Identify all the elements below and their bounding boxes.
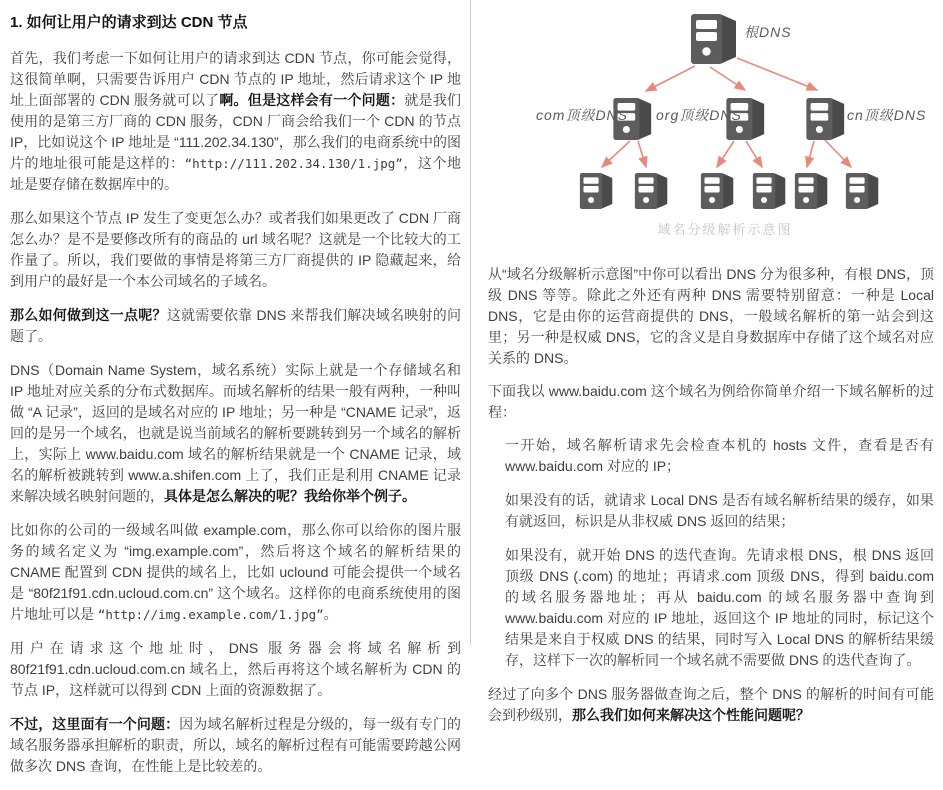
authoritative-dns-server-icon	[843, 172, 879, 210]
authoritative-dns-server-icon	[577, 172, 613, 210]
paragraph-cdn-intro	[10, 48, 461, 195]
text-run: ，这个地址是要存储在数据库中的。	[10, 155, 461, 192]
root-dns-server-icon	[687, 13, 737, 65]
diagram-caption: 域名分级解析示意图	[657, 222, 793, 237]
paragraph-user-request: 用户在请求这个地址时，DNS 服务器会将域名解析到 80f21f91.cdn.ucloud.com.cn 域名上，然后再将这个域名解析为 CDN 的节点 IP，这样就可以得到 CDN 上面的资源数据了。	[10, 640, 461, 698]
paragraph-dns-types: 从“域名分级解析示意图”中你可以看出 DNS 分为很多种，有根 DNS，顶级 DNS 等等。除此之外还有两种 DNS 需要特别留意：一种是 Local DNS，它是由你的运营商提供的 DNS，一般域名解析的第一站会到这里；另一种是权威 DNS，它的含义是自身数据库中存储了这个域名对应关系的 DNS。	[488, 266, 934, 366]
step-hosts-file: 一开始，域名解析请求先会检查本机的 hosts 文件，查看是否有 www.baidu.com 对应的 IP；	[505, 437, 934, 474]
dns-resolution-steps	[488, 435, 934, 671]
step-local-dns: 如果没有的话，就请求 Local DNS 是否有域名解析结果的缓存，如果有就返回，标识是从非权威 DNS 返回的结果；	[505, 492, 934, 529]
text-run: 因为域名解析过程是分级的，每一级有专门的域名服务器承担解析的职责，所以，域名的解析过程有可能需要跨越公网做多次 DNS 查询，在性能上是比较差的。	[10, 716, 462, 774]
text-run-bold: 啊。但是这样会有一个问题：	[219, 92, 405, 108]
authoritative-dns-server-icon	[632, 172, 668, 210]
org-tld-dns-label: org顶级DNS	[656, 107, 742, 123]
text-run-bold: 不过，这里面有一个问题：	[10, 716, 180, 732]
root-dns-label: 根DNS	[744, 24, 792, 40]
cn-tld-dns-label: cn顶级DNS	[847, 107, 927, 123]
section-heading: 1. 如何让用户的请求到达 CDN 节点	[10, 14, 248, 31]
text-run: 就是我们使用的是第三方厂商的 CDN 服务，CDN 厂商会给我们一个 CDN 的节点 IP，比如说这个 IP 地址是 “111.202.34.130”，那么我们的电商系统中的图片的地址很可能是这样的：	[10, 92, 462, 171]
authoritative-dns-server-icon	[792, 172, 828, 210]
code-url: “http://img.example.com/1.jpg”	[97, 607, 324, 622]
text-run: 。	[323, 606, 338, 622]
text-run: DNS（Domain Name System，域名系统）实际上就是一个存储域名和 IP 地址对应关系的分布式数据库。而域名解析的结果一般有两种，一种叫做 “A 记录”，返回的是域名对应的 IP 地址；另一种是 “CNAME 记录”，返回的是另一个域名，也就是说当前域名的解析要跳转到另一个域名的解析上，实际上 www.baidu.com 域名的解析结果就是一个 CNAME 记录，域名的解析被跳转到 www.a.shifen.com 上了，我们正是利用 CNAME 记录来解决域名映射问题的，	[10, 362, 461, 504]
cn-tld-dns-server-icon	[803, 97, 845, 141]
column-divider	[470, 0, 471, 645]
paragraph-baidu-intro: 下面我以 www.baidu.com 这个域名为例给你简单介绍一下域名解析的过程：	[488, 383, 934, 420]
step-iterative-query: 如果没有，就开始 DNS 的迭代查询。先请求根 DNS，根 DNS 返回顶级 DNS (.com) 的地址；再请求.com 顶级 DNS，得到 baidu.com 的域名服务器地址；再从 baidu.com 的域名服务器中查询到 www.baidu.com 对应的 IP 地址，返回这个 IP 地址的同时，标记这个结果是来自于权威 DNS 的结果，同时写入 Local DNS 的解析结果缓存，这样下一次的解析同一个域名就不需要做 DNS 的迭代查询了。	[505, 547, 934, 668]
text-run-bold: 那么我们如何来解决这个性能问题呢？	[572, 707, 810, 723]
paragraph-performance	[488, 684, 934, 726]
text-run: 比如你的公司的一级域名叫做 example.com，那么你可以给你的图片服务的域名定义为 “img.example.com”，然后将这个域名的解析结果的 CNAME 配置到 CDN 提供的域名上，比如 uclound 可能会提供一个域名是 “80f21f91.cdn.ucloud.com.cn” 这个域名。这样你的电商系统使用的图片地址可以是	[10, 522, 461, 622]
paragraph-problem	[10, 714, 461, 777]
text-run: 经过了向多个 DNS 服务器做查询之后，整个 DNS 的解析的时间有可能会到秒级别，	[488, 686, 934, 723]
left-column	[10, 7, 461, 790]
authoritative-dns-server-icon	[750, 172, 786, 210]
text-run-bold: 具体是怎么解决的呢？我给你举个例子。	[164, 488, 416, 504]
text-run-bold: 那么如何做到这一点呢？	[10, 307, 167, 323]
right-column	[488, 0, 934, 738]
dns-hierarchy-diagram	[488, 0, 934, 252]
com-tld-dns-label: com顶级DNS	[536, 107, 629, 123]
paragraph-ip-change: 那么如果这个节点 IP 发生了变更怎么办？或者我们如果更改了 CDN 厂商怎么办？是不是要修改所有的商品的 url 域名呢？这就是一个比较大的工作量了。所以，我们要做的事情是将第三方厂商提供的 IP 隐藏起来，给到用户的最好是一个本公司域名的子域名。	[10, 210, 461, 289]
authoritative-dns-server-icon	[698, 172, 734, 210]
paragraph-how-to	[10, 305, 461, 347]
text-run: 首先，我们考虑一下如何让用户的请求到达 CDN 节点，你可能会觉得，这很简单啊，只需要告诉用户 CDN 节点的 IP 地址，然后请求这个 IP 地址上面部署的 CDN 服务就可以了	[10, 50, 461, 108]
paragraph-dns-explain	[10, 360, 461, 507]
paragraph-cname-example	[10, 520, 461, 625]
code-url: “http://111.202.34.130/1.jpg”	[184, 156, 403, 171]
text-run: 这就需要依靠 DNS 来帮我们解决域名映射的问题了。	[10, 307, 461, 344]
